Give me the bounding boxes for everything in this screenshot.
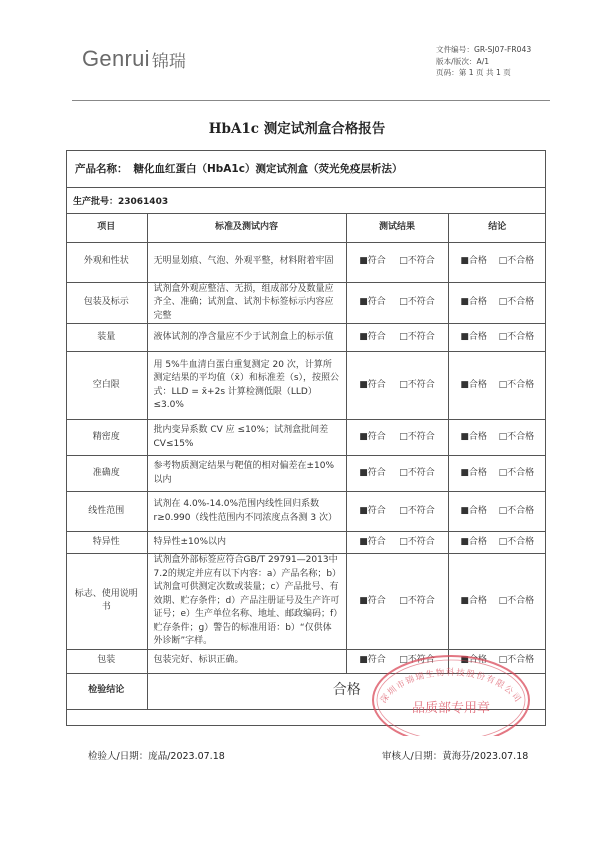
row-conclusion-option: □不合格 [498,655,535,666]
row-item: 精密度 [66,420,147,456]
row-conclusion-option: ■合格 [460,379,487,390]
row-result [346,282,448,324]
product-name-value: 糖化血红蛋白（HbA1c）测定试剂盒（荧光免疫层析法） [133,163,403,175]
conclusion-label: 检验结论 [66,673,147,709]
row-conclusion [448,242,546,282]
row-conclusion-option: □不合格 [498,297,535,307]
row-content: 试剂在 4.0%-14.0%范围内线性回归系数 r≥0.990（线性范围内不同浓度点各测 3 次） [147,492,346,532]
document-info [436,44,531,79]
row-conclusion-option: □不合格 [498,256,535,267]
row-item: 装量 [66,324,147,352]
row-content: 特异性±10%以内 [147,532,346,554]
stamp-ring-text: 深圳市锦瑞生物科技股份有限公司 [378,668,524,706]
row-result-option: ■符合 [359,536,386,547]
row-result-option: □不符合 [399,467,435,478]
row-content: 试剂盒外观应整洁、无损，组成部分及数量应齐全、准确；试剂盒、试剂卡标签标示内容应完整 [147,282,346,324]
product-name-label: 产品名称： [75,163,128,175]
row-result-option: ■符合 [359,331,386,342]
table-row [66,492,546,532]
row-result [346,456,448,492]
table-row [66,532,546,554]
row-result-option: ■符合 [359,256,386,267]
table-row [66,282,546,324]
row-content: 液体试剂的净含量应不少于试剂盒上的标示值 [147,324,346,352]
row-result-option: ■符合 [359,595,386,606]
header-content: 标准及测试内容 [147,214,346,242]
row-item: 外观和性状 [66,242,147,282]
row-conclusion-option: ■合格 [460,655,487,666]
row-result [346,352,448,420]
row-item: 特异性 [66,532,147,554]
reviewer-signature: 审核人/日期：黄海芬/2023.07.18 [382,751,529,762]
logo-chinese: 锦瑞 [151,51,186,72]
row-result-option: ■符合 [359,297,386,307]
row-item: 标志、使用说明书 [66,554,147,650]
stamp-center-text: 品质部专用章 [411,701,491,716]
row-result [346,420,448,456]
row-item: 包装及标示 [66,282,147,324]
row-result-option: □不符合 [399,431,435,442]
row-conclusion [448,492,546,532]
row-conclusion [448,282,546,324]
inspection-table [66,214,546,710]
table-row [66,420,546,456]
row-result-option: □不符合 [399,331,435,342]
row-result-option: ■符合 [359,379,386,390]
table-row [66,456,546,492]
header-result: 测试结果 [346,214,448,242]
row-result-option: ■符合 [359,467,386,478]
company-logo [82,46,186,72]
row-content: 用 5%牛血清白蛋白重复测定 20 次，计算所测定结果的平均值（x̄）和标准差（s），按照公式：LLD = x̄+2s 计算检测低限（LLD）≤3.0% [147,352,346,420]
table-row [66,352,546,420]
row-conclusion-option: □不合格 [498,379,535,390]
row-conclusion-option: □不合格 [498,467,535,478]
row-conclusion [448,324,546,352]
row-conclusion-option: ■合格 [460,536,487,547]
row-result [346,554,448,650]
row-result-option: □不符合 [399,655,435,666]
row-conclusion-option: ■合格 [460,297,487,307]
row-content: 无明显划痕、气泡、外观平整，材料附着牢固 [147,242,346,282]
row-result-option: □不符合 [399,595,435,606]
row-result-option: □不符合 [399,536,435,547]
row-conclusion-option: □不合格 [498,431,535,442]
header-item: 项目 [66,214,147,242]
row-conclusion-option: ■合格 [460,505,487,516]
logo-wordmark: Genrui [82,46,150,71]
row-result [346,492,448,532]
svg-text:深圳市锦瑞生物科技股份有限公司 [379,667,523,705]
table-header-row [66,214,546,242]
inspector-signature: 检验人/日期：庞晶/2023.07.18 [88,751,225,762]
row-conclusion [448,352,546,420]
conclusion-value: 合格 [147,673,546,709]
row-conclusion-option: ■合格 [460,256,487,267]
row-conclusion-option: ■合格 [460,331,487,342]
row-result [346,242,448,282]
row-item: 准确度 [66,456,147,492]
row-result-option: □不符合 [399,256,435,267]
row-result-option: □不符合 [399,297,435,307]
row-conclusion-option: □不合格 [498,595,535,606]
row-result-option: ■符合 [359,431,386,442]
row-conclusion-option: □不合格 [498,536,535,547]
row-conclusion-option: □不合格 [498,331,535,342]
row-conclusion-option: ■合格 [460,431,487,442]
row-result-option: □不符合 [399,505,435,516]
row-result-option: ■符合 [359,505,386,516]
header-conclusion: 结论 [448,214,546,242]
row-item: 线性范围 [66,492,147,532]
row-conclusion-option: ■合格 [460,595,487,606]
report-title: HbA1c 测定试剂盒合格报告 [208,121,386,137]
header-divider [72,100,550,101]
product-name-row [66,150,546,188]
row-result [346,324,448,352]
table-row [66,554,546,650]
doc-version: 版本/版次：A/1 [436,56,490,66]
row-conclusion [448,456,546,492]
row-conclusion-option: □不合格 [498,505,535,516]
row-result-option: ■符合 [359,655,386,666]
row-item: 空白限 [66,352,147,420]
table-row [66,324,546,352]
batch-number: 生产批号：23061403 [66,188,546,214]
doc-number: 文件编号：GR-SJ07-FR043 [436,45,532,54]
table-row [66,242,546,282]
row-item: 包装 [66,649,147,673]
row-result [346,532,448,554]
row-content: 试剂盒外部标签应符合GB/T 29791—2013中7.2的规定并应有以下内容：a）产品名称；b）试剂盒可供测定次数或装量；c）产品批号、有效期、贮存条件；d）产品注册证号及生产许可证号；e）生产单位名称、地址、邮政编码；f）贮存条件；g）警告的标准用语：b）“仅供体外诊断”字样。 [147,554,346,650]
row-result-option: □不符合 [399,379,435,390]
row-content: 参考物质测定结果与靶值的相对偏差在±10%以内 [147,456,346,492]
row-conclusion [448,420,546,456]
row-content: 包装完好、标识正确。 [147,649,346,673]
row-conclusion [448,532,546,554]
doc-page: 页码：第 1 页 共 1 页 [436,68,511,77]
row-content: 批内变异系数 CV 应 ≤10%；试剂盒批间差CV≤15% [147,420,346,456]
row-conclusion [448,554,546,650]
quality-dept-stamp [368,650,534,736]
row-conclusion-option: ■合格 [460,467,487,478]
